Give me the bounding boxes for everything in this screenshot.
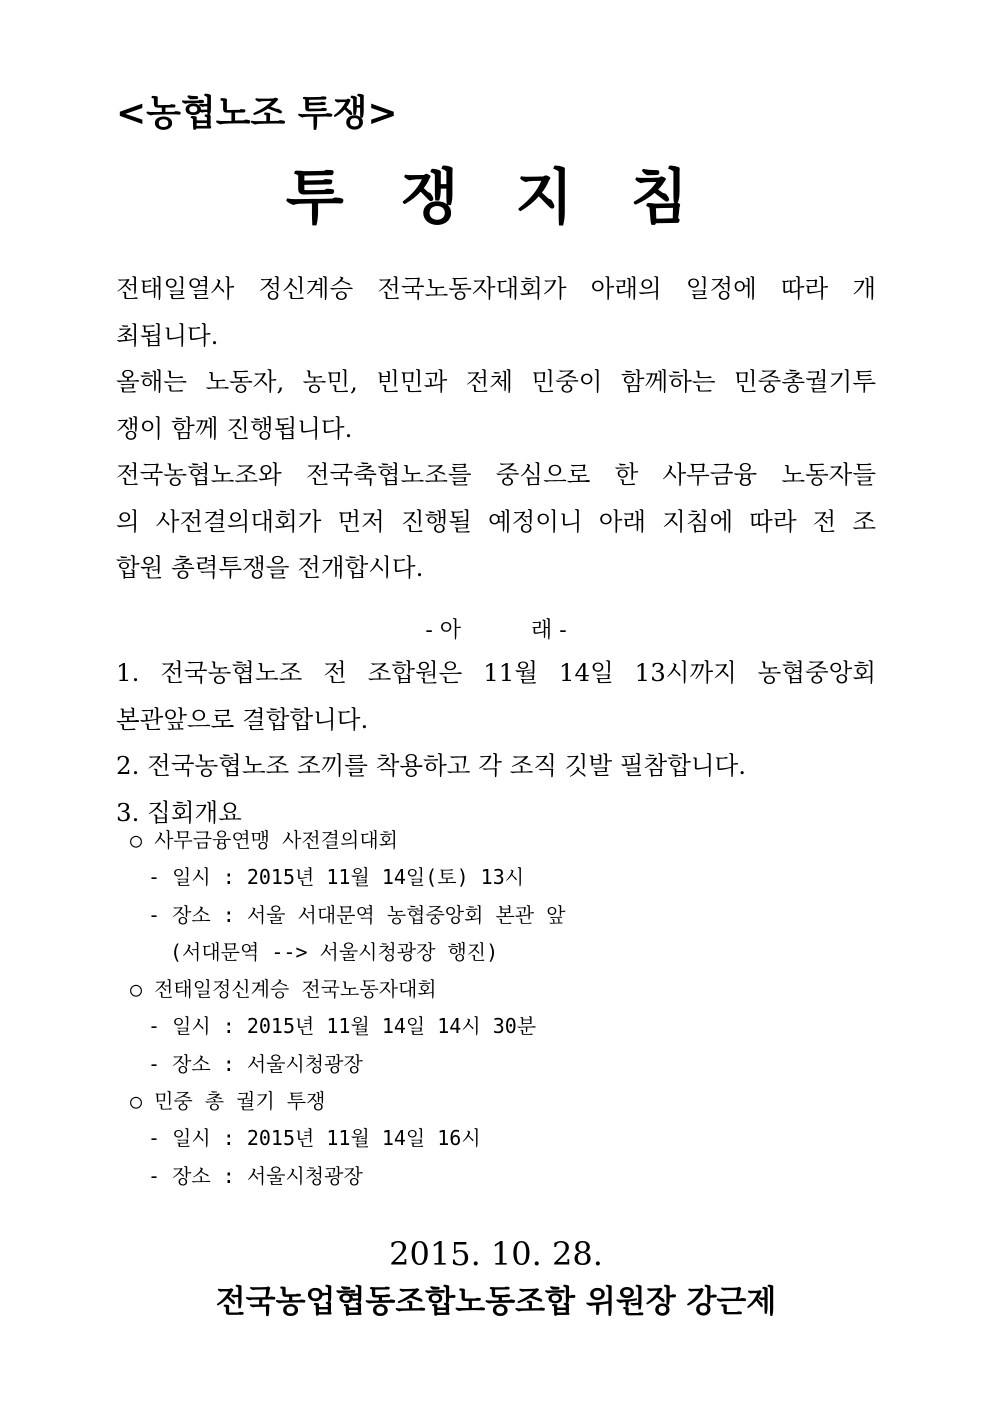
intro-line: 올해는 노동자, 농민, 빈민과 전체 민중이 함께하는 민중총궐기투: [116, 367, 876, 396]
event-datetime: - 일시 : 2015년 11월 14일(토) 13시: [148, 865, 525, 890]
intro-line: 합원 총력투쟁을 전개합시다.: [116, 553, 424, 582]
notice-item: 1. 전국농협노조 전 조합원은 11월 14일 13시까지 농협중앙회: [116, 658, 876, 687]
event-route: (서대문역 --> 서울시청광장 행진): [170, 939, 499, 964]
intro-line: 최됩니다.: [116, 320, 219, 350]
event-schedule: [130, 822, 566, 1195]
document-subtitle: <농협노조 투쟁>: [116, 93, 398, 134]
divider-left: - 아: [425, 618, 461, 643]
event-datetime: - 일시 : 2015년 11월 14일 16시: [148, 1126, 481, 1151]
notice-item: 3. 집회개요: [116, 797, 242, 827]
intro-line: 의 사전결의대회가 먼저 진행될 예정이니 아래 지침에 따라 전 조: [116, 506, 876, 536]
event-place: - 장소 : 서울시청광장: [148, 1163, 363, 1188]
divider-right: 래 -: [531, 618, 567, 643]
event-place: - 장소 : 서울 서대문역 농협중앙회 본관 앞: [148, 902, 566, 927]
notice-item: 2. 전국농협노조 조끼를 착용하고 각 조직 깃발 필참합니다.: [116, 751, 747, 780]
intro-line: 전국농협노조와 전국축협노조를 중심으로 한 사무금융 노동자들: [116, 460, 876, 489]
notice-list: [116, 650, 876, 836]
document-signer: 전국농업협동조합노동조합 위원장 강근제: [215, 1284, 777, 1320]
event-title: ○ 전태일정신계승 전국노동자대회: [130, 977, 437, 1002]
document-title: 투 쟁 지 침: [285, 163, 707, 233]
event-title: ○ 민중 총 궐기 투쟁: [130, 1089, 326, 1114]
intro-line: 쟁이 함께 진행됩니다.: [116, 413, 353, 443]
intro-line: 전태일열사 정신계승 전국노동자대회가 아래의 일정에 따라 개: [116, 274, 876, 303]
section-divider-label: [0, 614, 992, 648]
intro-paragraph: [116, 266, 876, 592]
document-date: 2015. 10. 28.: [389, 1235, 603, 1273]
event-place: - 장소 : 서울시청광장: [148, 1051, 363, 1076]
notice-item: 본관앞으로 결합합니다.: [116, 704, 369, 734]
event-title: ○ 사무금융연맹 사전결의대회: [130, 828, 398, 852]
event-datetime: - 일시 : 2015년 11월 14일 14시 30분: [148, 1014, 537, 1039]
